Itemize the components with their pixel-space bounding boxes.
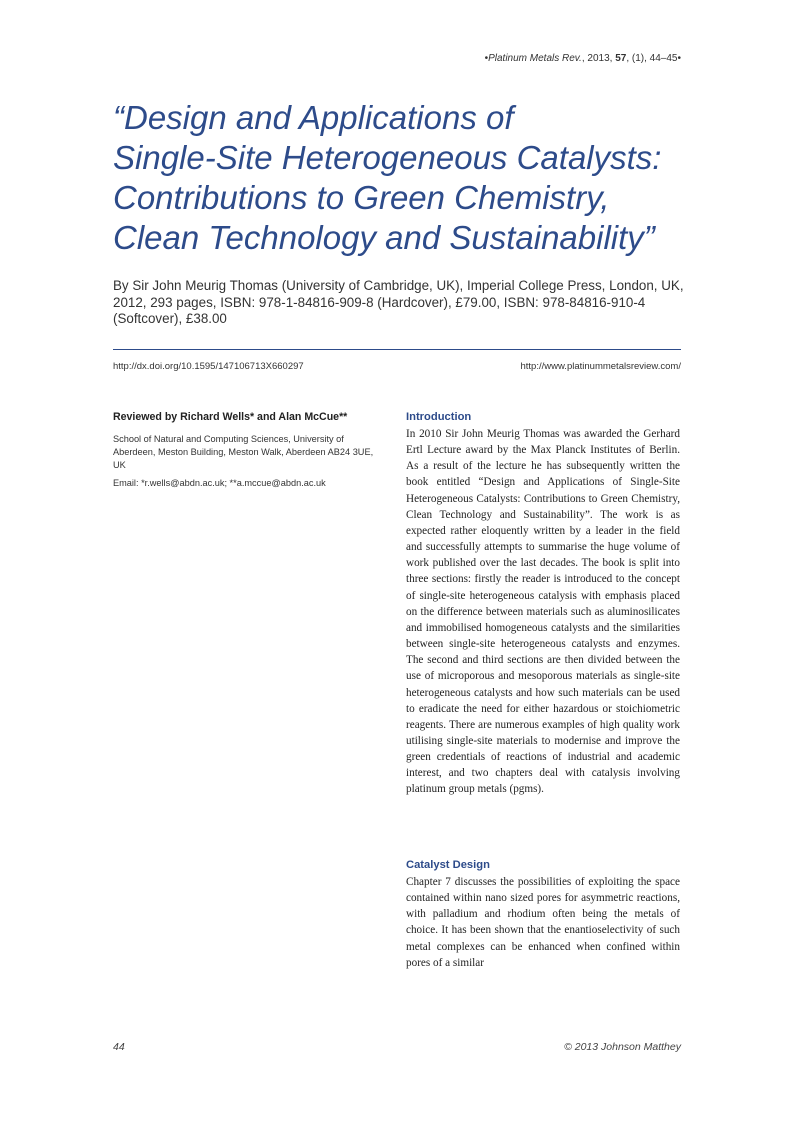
catalyst-design-heading: Catalyst Design bbox=[406, 859, 490, 871]
website-link[interactable]: http://www.platinummetalsreview.com/ bbox=[520, 361, 681, 372]
introduction-text: In 2010 Sir John Meurig Thomas was awarded the Gerhard Ertl Lecture award by the Max Planck Institutes of Berlin. As a result of the lecture he has subsequently written the book entitled “Design and Applications of Single-Site Heterogeneous Catalysts: Contributions to Green Chemistry, Clean Technology and Sustainability”. The work is as expected rather eloquently written by a leader in the field and successfully attempts to summarise the huge volume of work published over the last decades. The book is split into three sections: firstly the reader is introduced to the concept of single-site heterogeneous catalysis with emphasis placed on the difference between materials such as aluminosilicates and immobilised homogeneous catalysts and the similarities between single-site heterogeneous catalysts and enzymes. The second and third sections are then divided between the use of microporous and mesoporous materials as single-site heterogeneous catalysts and how such materials can be used to eradicate the need for either hazardous or stoichiometric reagents. There are numerous examples of high quality work utilising single-site materials to modernise and improve the green credentials of reactions of industrial and academic interest, and two chapters deal with catalysis involving platinum group metals (pgms). bbox=[406, 428, 680, 796]
citation-volume: 57 bbox=[615, 53, 627, 64]
citation-issue-pages: , (1), 44–45 bbox=[626, 53, 678, 64]
page-number: 44 bbox=[113, 1041, 125, 1053]
doi-link[interactable]: http://dx.doi.org/10.1595/147106713X660297 bbox=[113, 361, 304, 372]
reviewer-email[interactable]: Email: *r.wells@abdn.ac.uk; **a.mccue@abdn.ac.uk bbox=[113, 478, 326, 488]
reviewer-affiliation: School of Natural and Computing Sciences, University of Aberdeen, Meston Building, Meston Walk, Aberdeen AB24 3UE, UK bbox=[113, 434, 374, 470]
copyright-notice: © 2013 Johnson Matthey bbox=[564, 1041, 681, 1053]
title-line-2: Single-Site Heterogeneous Catalysts: bbox=[113, 139, 662, 176]
book-byline: By Sir John Meurig Thomas (University of Cambridge, UK), Imperial College Press, London, UK, 2012, 293 pages, ISBN: 978-1-84816-909-8 (Hardcover), £79.00, ISBN: 978-84816-910-4 (Softcover), £38.00 bbox=[113, 278, 684, 326]
reviewer-names: Reviewed by Richard Wells* and Alan McCue** bbox=[113, 411, 348, 423]
introduction-heading: Introduction bbox=[406, 411, 472, 423]
citation-bullet-right: • bbox=[677, 53, 681, 64]
journal-name: Platinum Metals Rev. bbox=[488, 53, 582, 64]
article-title bbox=[113, 98, 703, 258]
citation-year: , 2013, bbox=[581, 53, 616, 64]
header-divider bbox=[113, 349, 681, 350]
citation-bullet-left: • bbox=[484, 53, 489, 64]
title-line-3: Contributions to Green Chemistry, bbox=[113, 179, 610, 216]
title-line-1: “Design and Applications of bbox=[113, 99, 514, 136]
title-line-4: Clean Technology and Sustainability” bbox=[113, 219, 655, 256]
journal-citation bbox=[485, 53, 681, 64]
catalyst-design-text: Chapter 7 discusses the possibilities of exploiting the space contained within nano sized pores for asymmetric reactions, with palladium and rhodium often being the metals of choice. It has been shown that the enantioselectivity of such metal complexes can be enhanced when confined within pores of a similar bbox=[406, 876, 680, 969]
